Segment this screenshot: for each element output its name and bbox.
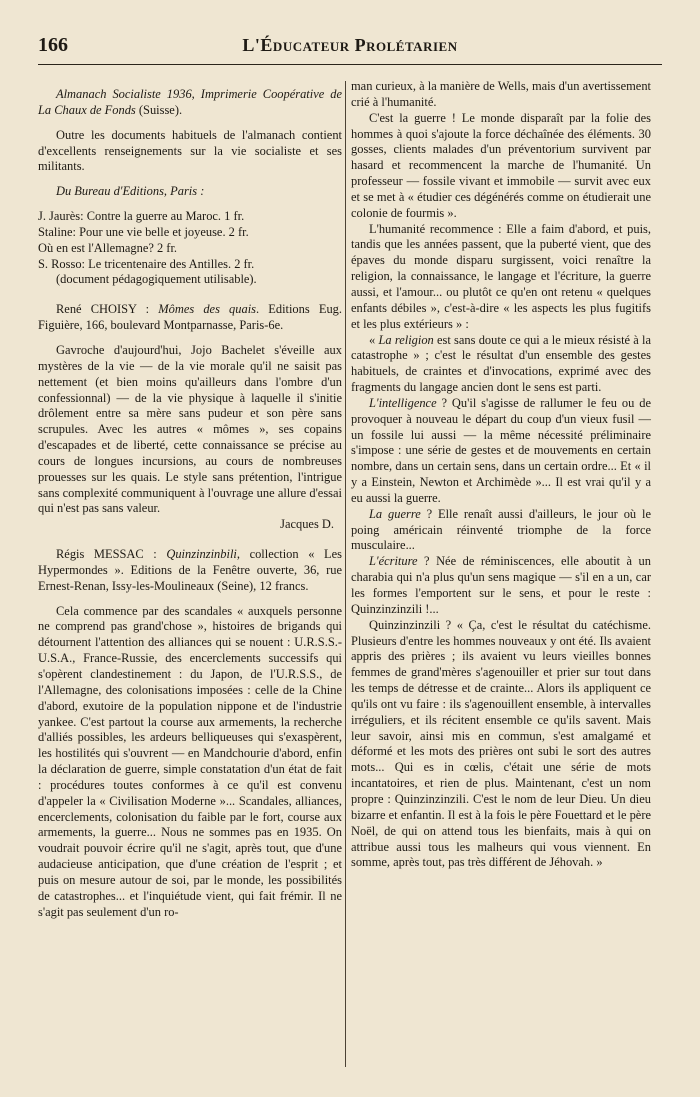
booklist-item: Où en est l'Allemagne? 2 fr. bbox=[38, 240, 178, 255]
booklist-note: (document pédagogiquement utilisable). bbox=[56, 272, 257, 287]
review-signature: Jacques D. bbox=[280, 517, 334, 532]
bureau-editions-heading: Du Bureau d'Editions, Paris : bbox=[56, 184, 205, 199]
paragraph: « La religion est sans doute ce qui a le mieux résisté à la catastrophe » ; c'est le résultat d'un ensemble des gestes habituels, de craintes et d'invocations, exprimé avec des fragments du langage ancien dont le sens est parti. bbox=[351, 332, 652, 395]
paragraph: Quinzinzinzili ? « Ça, c'est le résultat du catéchisme. Plusieurs d'entre les hommes nouveaux y ont été. Ils avaient appris des prières ; ils avaient vu leurs vieilles bonnes femmes de grand'mères s'agenouiller et prier sur tout dans les temps de détresse et de crainte... Alors ils appliquent ce qu'ils ont vu faire : ils s'agenouillent ensemble, à intervalles irréguliers, et ils récitent ensemble ce qu'ils savent. Mais leur savoir, ainsi mis en commun, s'est amalgamé et déformé et les mots des prières ont subi le sort des autres mots... Qui es in cœlis, c'était une série de mots incantatoires, et rien de plus. Maintenant, c'est un nom propre : Quinzinzinzili. C'est le nom de leur Dieu. Un dieu bizarre et enfantin. Il est à la fois le père Fouettard et le père Noël, de qui on attend tous les bienfaits, mais à qui on attribue aussi tous les malheurs qui vous viennent. En somme, après tout, pas très différent de Jéhovah. » bbox=[351, 617, 651, 870]
running-header bbox=[38, 30, 662, 65]
review-almanach-body: Outre les documents habituels de l'almanach contient d'excellents renseignements sur la vie socialiste et ses militants. bbox=[38, 127, 342, 174]
review-messac-body: Cela commence par des scandales « auxquels personne ne comprend pas grand'chose », histoires de brigands qui détournent l'attention des alliances qui se nouent : U.R.S.S.-U.S.A., France-Russie, des encerclements successifs qui s'opèrent clandestinement : du Japon, de l'U.R.S.S., de l'Allemagne, des colonisations imposées : celle de la Chine d'abord, exutoire de la population nippone et de l'industrie yankee. C'est partout la course aux armements, la recherche d'alliés possibles, les ardeurs belliqueuses qui s'exaspèrent, les hostilités qui s'ouvrent — en Mandchourie d'abord, enfin la déclaration de guerre, simple constatation d'un état de fait : procédures toutes conformes à ce qu'il est convenu d'appeler la « Civilisation Moderne »... Scandales, alliances, encerclements, colonisation du faible par le fort, course aux armements, la guerre... Nous ne sommes pas en 1935. On voudrait pouvoir écrire qu'il ne s'agit, après tout, que d'une audacieuse anticipation, que d'une création de l'esprit ; et puis on mesure autour de soi, par le monde, les possibilités de catastrophes... et l'inquiétude vient, qui fait frémir. Il ne s'agit pas seulement d'un ro- bbox=[38, 603, 342, 919]
booklist-item: J. Jaurès: Contre la guerre au Maroc. 1 fr. bbox=[38, 209, 245, 224]
right-column bbox=[351, 79, 651, 871]
journal-title: L'Éducateur Prolétarien bbox=[242, 35, 458, 55]
column-rule bbox=[345, 81, 346, 1067]
paragraph: L'humanité recommence : Elle a faim d'abord, et puis, tandis que les années passent, que la puberté vient, que des épaves du monde disparu surgissent, voici renaître la religion, la connaissance, le langage et l'écriture, la guerre aussi, et l'amour... ou plutôt ce qu'en ont retenu « quelques enfants débiles », c'est-à-dire « les aspects les plus fugitifs et les plus extérieurs » : bbox=[351, 221, 651, 331]
paragraph: La guerre ? Elle renaît aussi d'ailleurs, le jour où le poing américain réinventé triomphe de la force musculaire... bbox=[351, 506, 651, 553]
left-column bbox=[38, 87, 342, 921]
page-number: 166 bbox=[38, 34, 68, 56]
booklist-item: Staline: Pour une vie belle et joyeuse. 2 fr. bbox=[38, 224, 249, 239]
paragraph: L'intelligence ? Qu'il s'agisse de rallumer le feu ou de provoquer à nouveau le départ du coup d'un vieux fusil — un fossile lui aussi — la même nécessité préliminaire s'impose : une série de gestes et de mouvements en certain nombre, dans un certain sens, dans un certain ordre... Et « il y a Einstein, Newton et Archimède »... Il est vrai qu'il y a eu aussi la guerre. bbox=[351, 395, 651, 505]
review-choisy-heading: René CHOISY : Mômes des quais. Editions Eug. Figuière, 166, boulevard Montparnasse, Paris-6e. bbox=[38, 302, 342, 333]
paragraph: L'écriture ? Née de réminiscences, elle aboutit à un charabia qui n'a plus qu'un sens magique — s'il en a un, car les formes l'emportent sur le sens, et pour le reste : Quinzinzinzili !... bbox=[351, 554, 651, 616]
booklist-item: S. Rosso: Le tricentenaire des Antilles. 2 fr. bbox=[38, 256, 255, 271]
paragraph: C'est la guerre ! Le monde disparaît par la folie des hommes à quoi s'ajoute la force déchaînée des éléments. 30 gosses, clients malades d'un préventorium survivent par hasard et recommencent la marche de l'humanité. Un professeur — fossile vivant et immobile — survit avec eux et se met à « étudier ces dégénérés comme on étudierait une colonie de fourmis ». bbox=[351, 110, 651, 220]
review-messac-heading: Régis MESSAC : Quinzinzinbili, collection « Les Hypermondes ». Editions de la Fenêtre ouverte, 36, rue Ernest-Renan, Issy-les-Moulineaux (Seine), 12 francs. bbox=[38, 547, 342, 593]
paragraph: man curieux, à la manière de Wells, mais d'un avertissement crié à l'humanité. bbox=[351, 79, 651, 109]
review-choisy-body: Gavroche d'aujourd'hui, Jojo Bachelet s'éveille aux mystères de la vie — de la vie morale qu'il ne saisit pas nettement (et bien moins qu'ailleurs dans l'ombre d'un confessionnal) — de la vie physique à laquelle il s'initie drôlement entre sa mère sans pudeur et son père sans scrupules. Avec les autres « mômes », ses copains d'escapades et de liberté, cette connaissance se précise au cours de longues incursions, au cours de nombreuses prouesses sur les quais. Le style sans prétention, l'intrigue sans complexité communiquent à l'ouvrage une allure d'essai qui n'est pas sans valeur. bbox=[38, 342, 342, 516]
review-almanach-heading: Almanach Socialiste 1936, Imprimerie Coopérative de La Chaux de Fonds (Suisse). bbox=[38, 87, 342, 117]
